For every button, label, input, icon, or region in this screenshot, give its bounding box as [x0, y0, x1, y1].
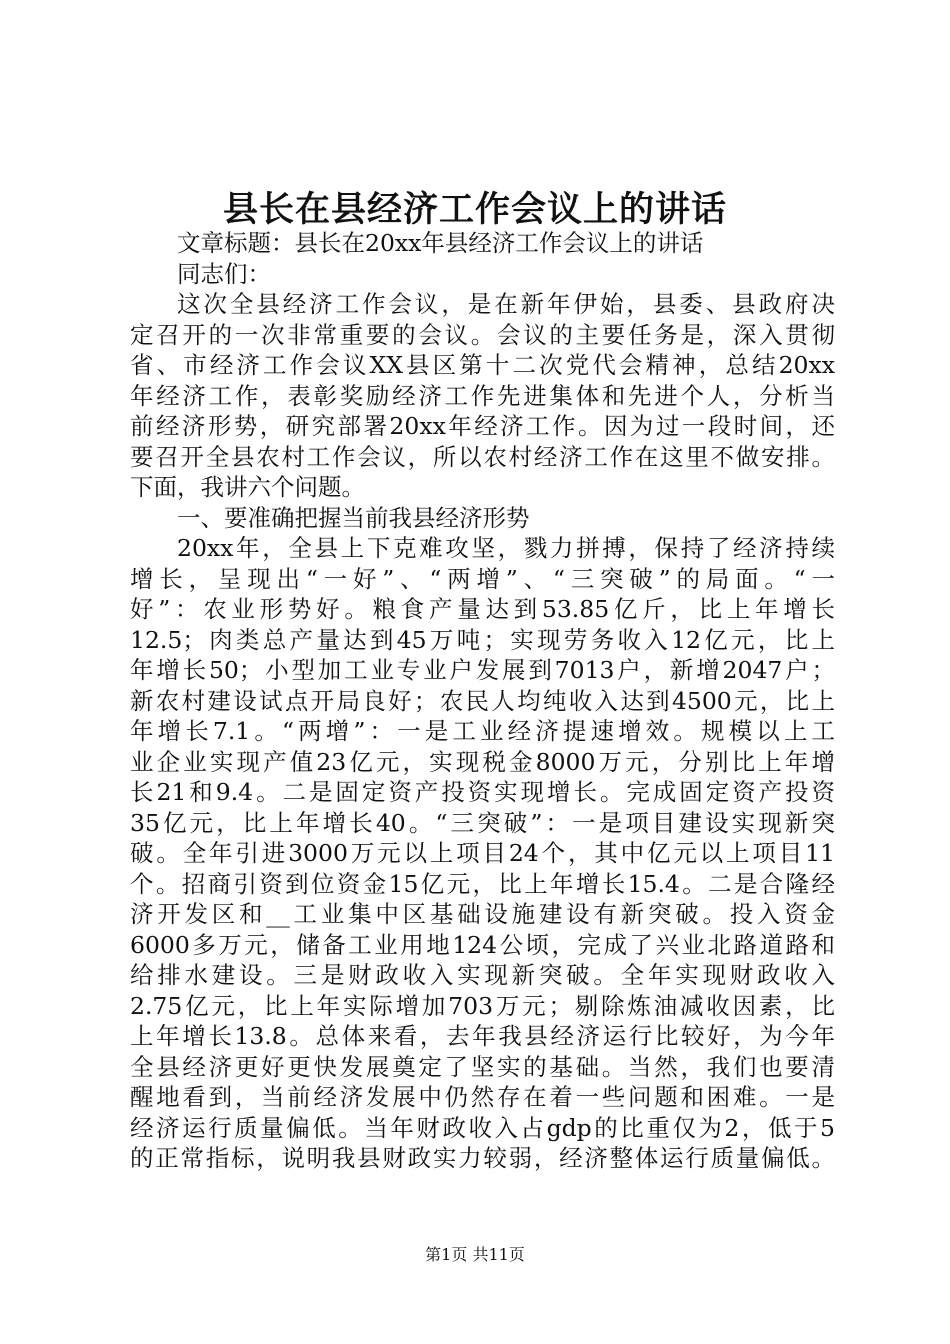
section-heading: 一、要准确把握当前我县经济形势: [177, 503, 530, 532]
paragraph-line: 给排水建设。三是财政收入实现新突破。全年实现财政收入: [130, 961, 835, 989]
paragraph-line: 35亿元，比上年增长40。“三突破”：一是项目建设实现新突: [130, 808, 835, 837]
paragraph-line: 年经济工作，表彰奖励经济工作先进集体和先进个人，分析当: [130, 381, 835, 410]
paragraph-line: 下面，我讲六个问题。: [130, 473, 365, 501]
paragraph-line: 这次全县经济工作会议，是在新年伊始，县委、县政府决: [177, 290, 835, 318]
paragraph-line: 醒地看到，当前经济发展中仍然存在着一些问题和困难。一是: [130, 1083, 835, 1111]
paragraph-line: 要召开全县农村工作会议，所以农村经济工作在这里不做安排。: [130, 442, 835, 471]
paragraph-line: 年增长50；小型加工业专业户发展到7013户，新增2047户；: [130, 656, 835, 684]
paragraph-line: 前经济形势，研究部署20xx年经济工作。因为过一段时间，还: [130, 412, 835, 440]
article-title-line: 文章标题：县长在20xx年县经济工作会议上的讲话: [177, 229, 704, 257]
paragraph-line: 上年增长13.8。总体来看，去年我县经济运行比较好，为今年: [130, 1022, 835, 1050]
paragraph-line: 经济运行质量偏低。当年财政收入占gdp的比重仅为2，低于5: [130, 1113, 835, 1142]
paragraph-line: 省、市经济工作会议XX县区第十二次党代会精神，总结20xx: [130, 351, 835, 379]
paragraph-line: 业企业实现产值23亿元，实现税金8000万元，分别比上年增: [130, 747, 835, 776]
document-body: [130, 228, 835, 1174]
page-footer: 第1页 共11页: [425, 1245, 525, 1264]
paragraph-line: 6000多万元，储备工业用地124公顷，完成了兴业北路道路和: [130, 930, 835, 959]
paragraph-line: 的正常指标，说明我县财政实力较弱，经济整体运行质量偏低。: [130, 1144, 835, 1172]
paragraph-line: 长21和9.4。二是固定资产投资实现增长。完成固定资产投资: [130, 778, 835, 806]
paragraph-line: 全县经济更好更快发展奠定了坚实的基础。当然，我们也要清: [130, 1052, 835, 1081]
paragraph-line: 个。招商引资到位资金15亿元，比上年增长15.4。二是合隆经: [130, 869, 835, 898]
paragraph-line: 济开发区和__工业集中区基础设施建设有新突破。投入资金: [130, 900, 835, 928]
paragraph-line: 2.75亿元，比上年实际增加703万元；剔除炼油减收因素，比: [130, 991, 835, 1020]
paragraph-line: 好”：农业形势好。粮食产量达到53.85亿斤，比上年增长: [130, 595, 835, 623]
paragraph-line: 破。全年引进3000万元以上项目24个，其中亿元以上项目11: [130, 839, 835, 867]
paragraph-line: 12.5；肉类总产量达到45万吨；实现劳务收入12亿元，比上: [130, 625, 835, 654]
paragraph-line: 新农村建设试点开局良好；农民人均纯收入达到4500元，比上: [130, 686, 835, 715]
salutation-line: 同志们：: [177, 259, 271, 288]
paragraph-line: 增长，呈现出“一好”、“两增”、“三突破”的局面。“一: [130, 564, 835, 593]
paragraph-line: 20xx年，全县上下克难攻坚，戮力拼搏，保持了经济持续: [177, 534, 835, 562]
paragraph-line: 年增长7.1。“两增”：一是工业经济提速增效。规模以上工: [130, 717, 835, 745]
document-title: 县长在县经济工作会议上的讲话: [222, 190, 727, 230]
paragraph-line: 定召开的一次非常重要的会议。会议的主要任务是，深入贯彻: [130, 320, 835, 349]
